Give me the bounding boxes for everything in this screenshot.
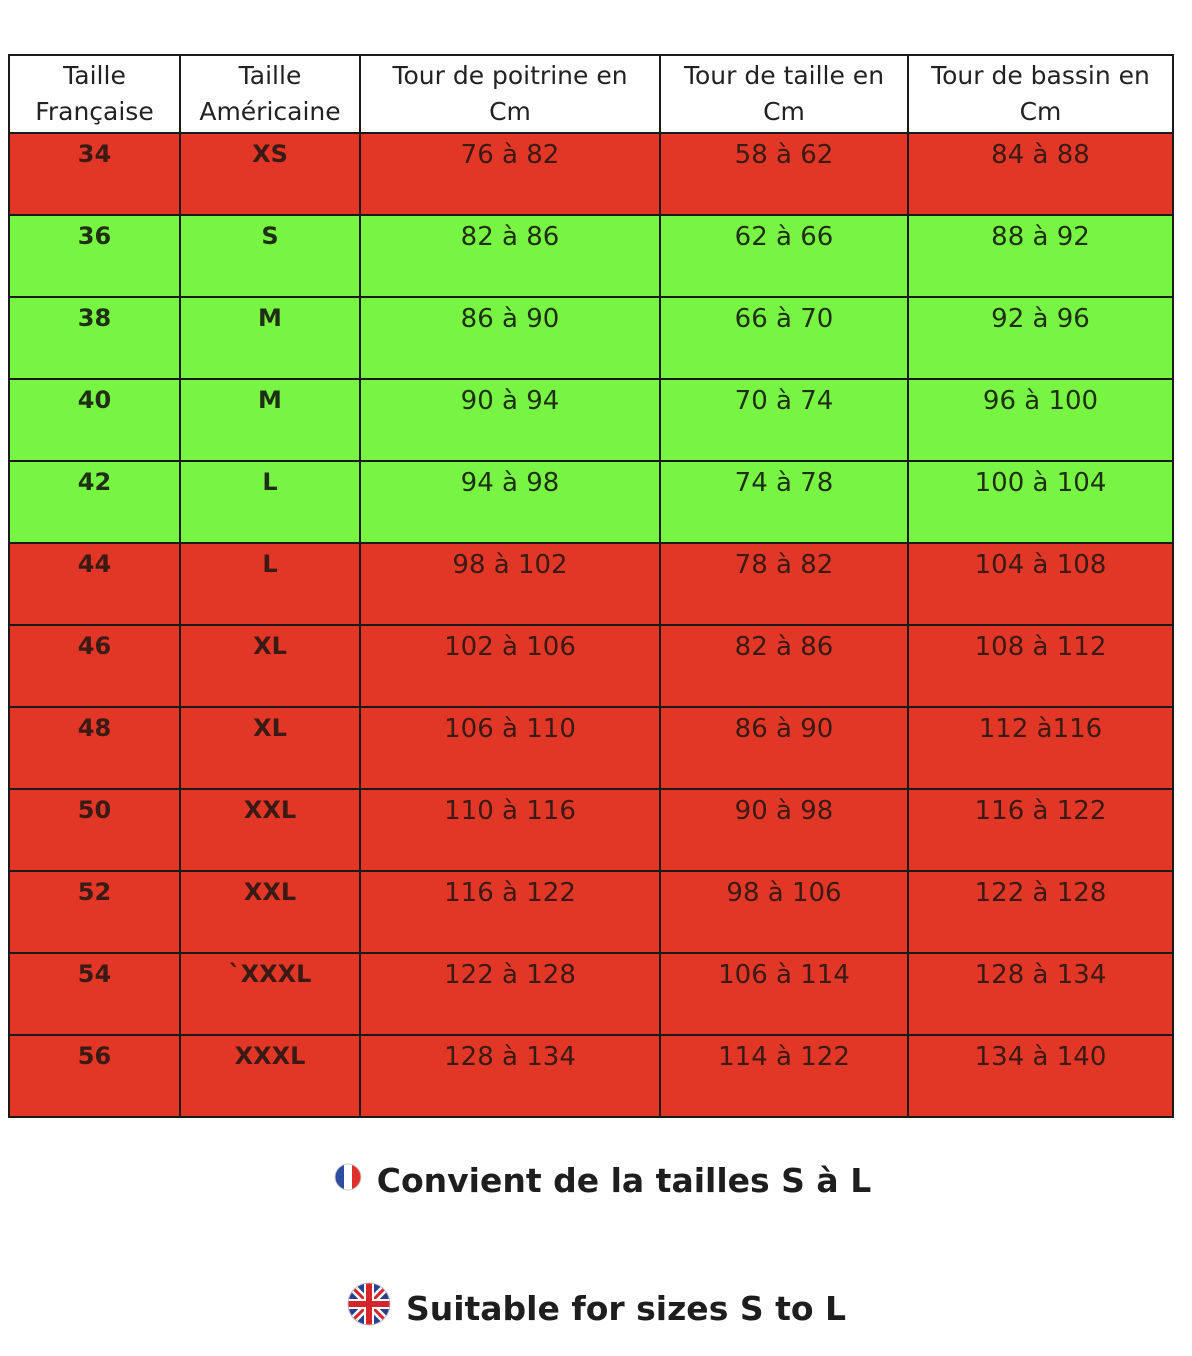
cell-taille-americaine: XL — [180, 707, 360, 789]
cell-tour-de-poitrine: 98 à 102 — [360, 543, 660, 625]
cell-taille-francaise: 48 — [9, 707, 180, 789]
table-row — [9, 871, 1173, 953]
size-chart-table — [8, 54, 1174, 1118]
cell-taille-francaise: 50 — [9, 789, 180, 871]
cell-taille-francaise: 38 — [9, 297, 180, 379]
cell-tour-de-bassin: 88 à 92 — [908, 215, 1173, 297]
cell-tour-de-poitrine: 102 à 106 — [360, 625, 660, 707]
cell-tour-de-poitrine: 116 à 122 — [360, 871, 660, 953]
table-body — [9, 133, 1173, 1117]
cell-tour-de-taille: 114 à 122 — [660, 1035, 908, 1117]
cell-tour-de-bassin: 96 à 100 — [908, 379, 1173, 461]
cell-tour-de-bassin: 112 à116 — [908, 707, 1173, 789]
cell-taille-francaise: 44 — [9, 543, 180, 625]
table-row — [9, 461, 1173, 543]
table-row — [9, 789, 1173, 871]
cell-tour-de-taille: 62 à 66 — [660, 215, 908, 297]
header-tour-de-bassin: Tour de bassin en Cm — [908, 55, 1173, 133]
cell-taille-francaise: 54 — [9, 953, 180, 1035]
table-row — [9, 625, 1173, 707]
table-row — [9, 133, 1173, 215]
cell-tour-de-taille: 82 à 86 — [660, 625, 908, 707]
cell-tour-de-taille: 58 à 62 — [660, 133, 908, 215]
table-row — [9, 1035, 1173, 1117]
cell-tour-de-bassin: 100 à 104 — [908, 461, 1173, 543]
cell-tour-de-taille: 74 à 78 — [660, 461, 908, 543]
cell-tour-de-poitrine: 82 à 86 — [360, 215, 660, 297]
cell-tour-de-poitrine: 106 à 110 — [360, 707, 660, 789]
table-row — [9, 215, 1173, 297]
cell-taille-americaine: L — [180, 543, 360, 625]
cell-tour-de-bassin: 84 à 88 — [908, 133, 1173, 215]
table-row — [9, 953, 1173, 1035]
cell-taille-americaine: `XXXL — [180, 953, 360, 1035]
cell-tour-de-poitrine: 122 à 128 — [360, 953, 660, 1035]
cell-tour-de-poitrine: 86 à 90 — [360, 297, 660, 379]
note-english — [0, 1278, 1192, 1338]
note-french-text: Convient de la tailles S à L — [376, 1160, 872, 1200]
cell-tour-de-taille: 90 à 98 — [660, 789, 908, 871]
cell-taille-francaise: 52 — [9, 871, 180, 953]
header-tour-de-taille: Tour de taille en Cm — [660, 55, 908, 133]
table-header-row — [9, 55, 1173, 133]
cell-tour-de-taille: 66 à 70 — [660, 297, 908, 379]
cell-taille-americaine: S — [180, 215, 360, 297]
cell-tour-de-bassin: 128 à 134 — [908, 953, 1173, 1035]
header-taille-americaine: Taille Américaine — [180, 55, 360, 133]
cell-taille-americaine: XXL — [180, 871, 360, 953]
cell-tour-de-poitrine: 110 à 116 — [360, 789, 660, 871]
cell-taille-francaise: 46 — [9, 625, 180, 707]
header-tour-de-poitrine: Tour de poitrine en Cm — [360, 55, 660, 133]
cell-tour-de-bassin: 108 à 112 — [908, 625, 1173, 707]
cell-tour-de-bassin: 92 à 96 — [908, 297, 1173, 379]
table-row — [9, 379, 1173, 461]
table-row — [9, 707, 1173, 789]
cell-tour-de-poitrine: 76 à 82 — [360, 133, 660, 215]
cell-taille-americaine: M — [180, 297, 360, 379]
cell-tour-de-poitrine: 94 à 98 — [360, 461, 660, 543]
cell-tour-de-poitrine: 128 à 134 — [360, 1035, 660, 1117]
cell-tour-de-bassin: 134 à 140 — [908, 1035, 1173, 1117]
cell-tour-de-bassin: 122 à 128 — [908, 871, 1173, 953]
cell-taille-francaise: 42 — [9, 461, 180, 543]
cell-tour-de-taille: 98 à 106 — [660, 871, 908, 953]
cell-taille-francaise: 56 — [9, 1035, 180, 1117]
cell-tour-de-bassin: 104 à 108 — [908, 543, 1173, 625]
cell-tour-de-taille: 86 à 90 — [660, 707, 908, 789]
cell-taille-americaine: L — [180, 461, 360, 543]
cell-taille-americaine: XS — [180, 133, 360, 215]
uk-flag-icon — [346, 1281, 392, 1335]
note-french — [0, 1155, 1192, 1205]
cell-taille-americaine: XXXL — [180, 1035, 360, 1117]
header-taille-francaise: Taille Française — [9, 55, 180, 133]
table-row — [9, 297, 1173, 379]
cell-tour-de-taille: 70 à 74 — [660, 379, 908, 461]
cell-taille-americaine: XXL — [180, 789, 360, 871]
cell-taille-francaise: 34 — [9, 133, 180, 215]
cell-tour-de-taille: 78 à 82 — [660, 543, 908, 625]
cell-tour-de-bassin: 116 à 122 — [908, 789, 1173, 871]
table-row — [9, 543, 1173, 625]
cell-tour-de-poitrine: 90 à 94 — [360, 379, 660, 461]
cell-taille-francaise: 40 — [9, 379, 180, 461]
cell-taille-americaine: XL — [180, 625, 360, 707]
cell-tour-de-taille: 106 à 114 — [660, 953, 908, 1035]
france-flag-icon — [333, 1161, 363, 1200]
note-english-text: Suitable for sizes S to L — [405, 1288, 847, 1328]
cell-taille-francaise: 36 — [9, 215, 180, 297]
cell-taille-americaine: M — [180, 379, 360, 461]
